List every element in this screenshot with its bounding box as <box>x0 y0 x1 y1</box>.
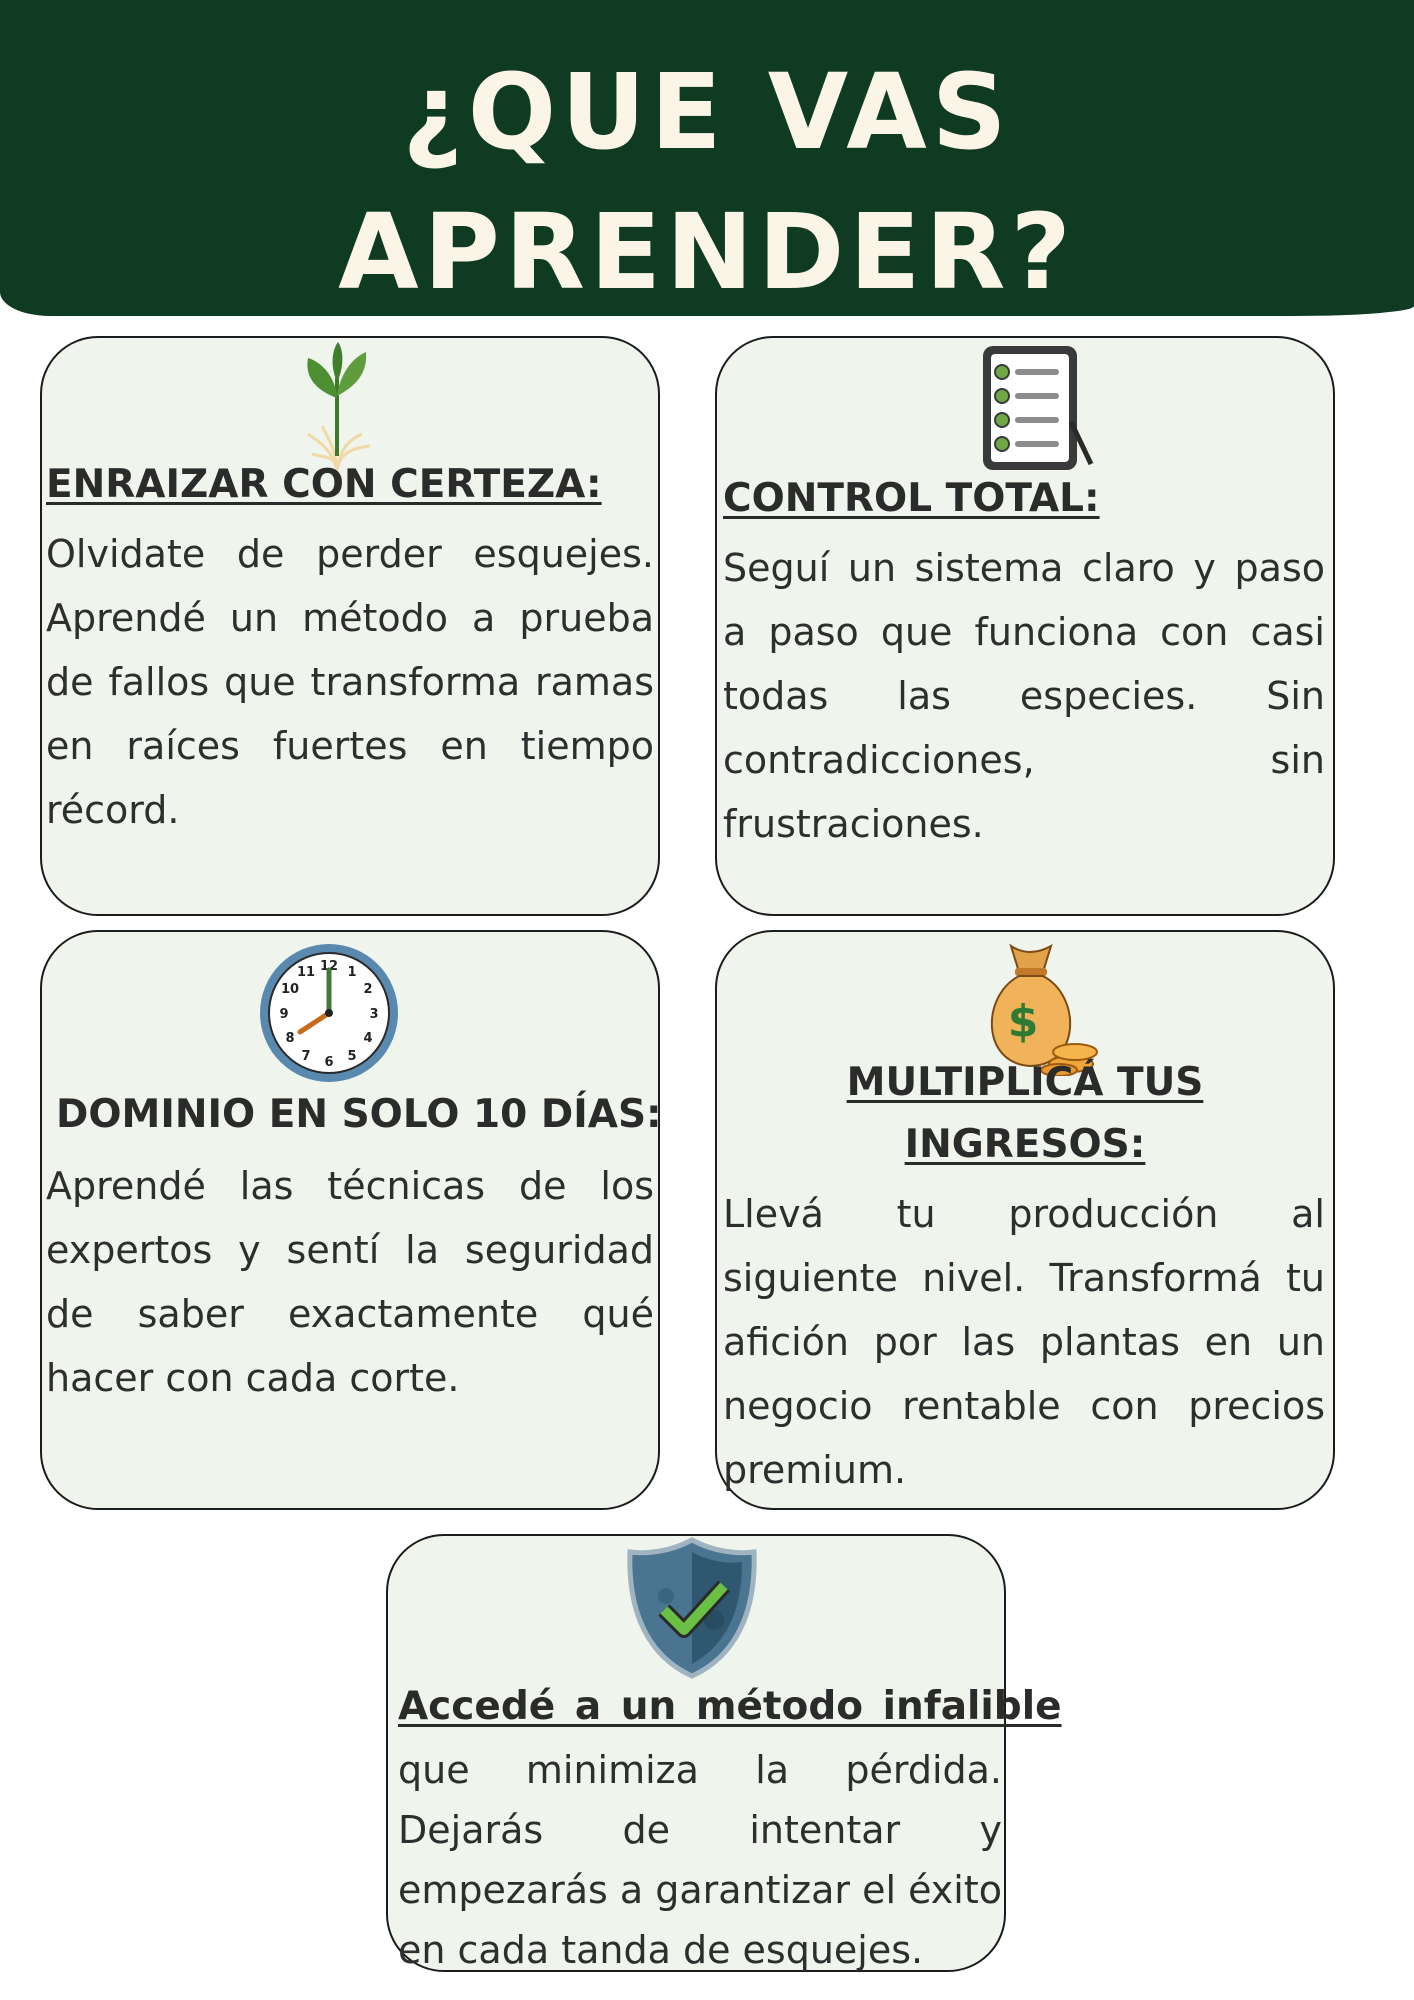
page-title-line-2: APRENDER? <box>338 191 1076 313</box>
svg-text:3: 3 <box>369 1007 379 1022</box>
card-body: Olvidate de perder esquejes. Aprendé un método a prueba de fallos que transforma ramas en raíces fuertes en tiempo récord. <box>46 532 654 832</box>
card-metodo-infalible <box>386 1534 1062 1972</box>
svg-text:7: 7 <box>301 1049 311 1064</box>
card-body: Seguí un sistema claro y paso a paso que funciona con casi todas las especies. Sin contradicciones, sin frustraciones. <box>723 546 1325 846</box>
card-heading-line-2: INGRESOS: <box>904 1122 1146 1167</box>
svg-text:5: 5 <box>347 1049 357 1064</box>
card-body: Aprendé las técnicas de los expertos y sentí la seguridad de saber exactamente qué hacer con cada corte. <box>46 1164 654 1400</box>
svg-text:1: 1 <box>347 965 357 980</box>
shield-check-icon <box>622 1536 762 1680</box>
money-bag-icon <box>971 936 1101 1076</box>
svg-text:10: 10 <box>280 982 300 997</box>
sprout-icon <box>282 338 392 478</box>
card-dominio <box>40 930 660 1510</box>
svg-text:6: 6 <box>324 1055 334 1070</box>
card-heading-line-1: MULTIPLICÁ TUS <box>846 1060 1204 1105</box>
svg-text:9: 9 <box>279 1007 289 1022</box>
card-body: que minimiza la pérdida. Dejarás de intentar y empezarás a garantizar el éxito en cada tanda de esquejes. <box>398 1748 1002 1972</box>
svg-text:8: 8 <box>285 1031 295 1046</box>
card-heading: Accedé a un método infalible <box>398 1684 1062 1729</box>
card-multiplica <box>715 930 1335 1510</box>
card-body: Llevá tu producción al siguiente nivel. Transformá tu afición por las plantas en un negocio rentable con precios premium. <box>723 1192 1325 1492</box>
page-header <box>0 0 1414 316</box>
card-enraizar <box>40 336 660 916</box>
clock-icon <box>256 940 402 1086</box>
svg-text:2: 2 <box>363 982 373 997</box>
svg-text:$: $ <box>1007 996 1039 1047</box>
svg-text:11: 11 <box>296 965 316 980</box>
card-control-total <box>715 336 1335 916</box>
card-heading: CONTROL TOTAL: <box>723 476 1100 521</box>
card-heading: DOMINIO EN SOLO 10 DÍAS: <box>56 1092 662 1137</box>
card-heading: ENRAIZAR CON CERTEZA: <box>46 462 602 507</box>
checklist-icon <box>975 342 1095 478</box>
svg-text:4: 4 <box>363 1031 373 1046</box>
page-title-line-1: ¿QUE VAS <box>402 51 1012 173</box>
svg-text:12: 12 <box>319 959 339 974</box>
